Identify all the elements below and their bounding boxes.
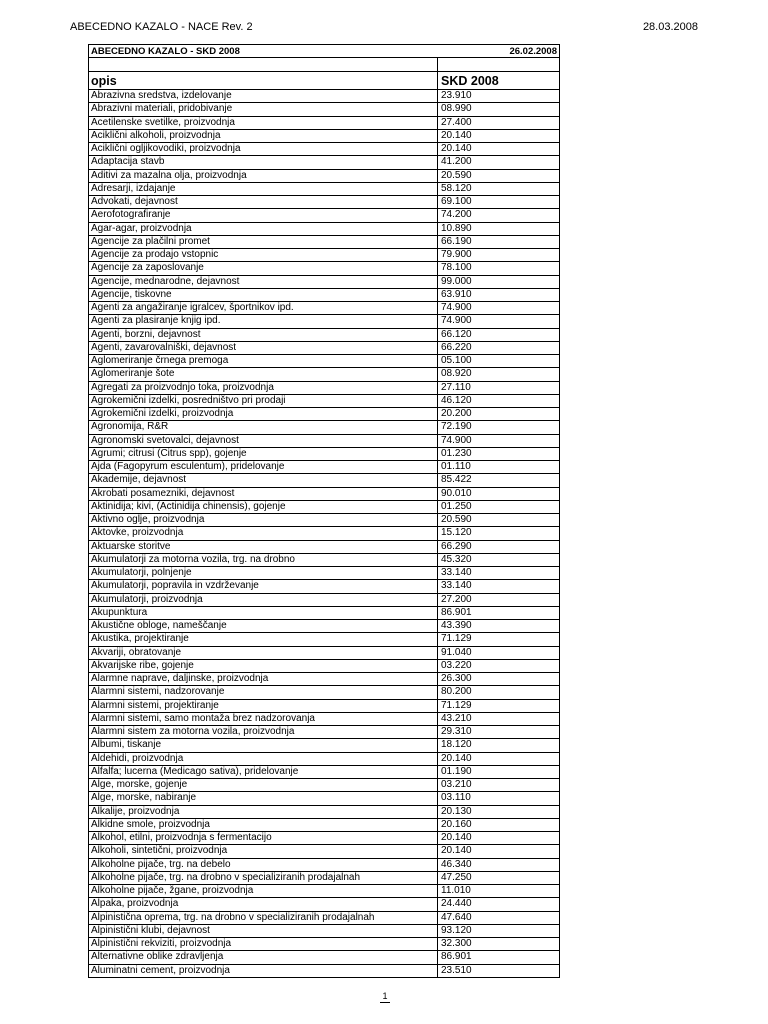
table-row bbox=[89, 607, 559, 620]
table-row bbox=[89, 501, 559, 514]
skd-code: 01.190 bbox=[441, 765, 472, 777]
activity-description: Agrumi; citrusi (Citrus spp), gojenje bbox=[89, 448, 438, 460]
table-row bbox=[89, 448, 559, 461]
activity-description: Agenti, zavarovalniški, dejavnost bbox=[89, 342, 438, 354]
column-header-opis: opis bbox=[89, 72, 438, 89]
table-row bbox=[89, 170, 559, 183]
table-date: 26.02.2008 bbox=[509, 46, 557, 57]
skd-code: 20.140 bbox=[441, 832, 472, 843]
table-row bbox=[89, 898, 559, 911]
skd-code: 74.900 bbox=[441, 315, 472, 327]
table-row bbox=[89, 739, 559, 752]
activity-description: Akademije, dejavnost bbox=[89, 474, 438, 486]
activity-description: Agar-agar, proizvodnja bbox=[89, 223, 438, 235]
skd-code: 58.120 bbox=[441, 182, 472, 194]
table-row bbox=[89, 965, 559, 978]
table-row bbox=[89, 382, 559, 395]
table-row bbox=[89, 620, 559, 633]
table-row bbox=[89, 700, 559, 713]
activity-description: Alkalije, proizvodnja bbox=[89, 806, 438, 818]
activity-description: Aldehidi, proizvodnja bbox=[89, 753, 438, 765]
skd-code: 03.220 bbox=[441, 659, 472, 671]
activity-description: Alpinistični rekviziti, proizvodnja bbox=[89, 938, 438, 950]
activity-description: Akumulatorji, polnjenje bbox=[89, 567, 438, 579]
activity-description: Alkoholne pijače, trg. na drobno v specializiranih prodajalnah bbox=[89, 872, 438, 884]
table-row bbox=[89, 461, 559, 474]
skd-code: 78.100 bbox=[441, 262, 472, 274]
print-date: 28.03.2008 bbox=[642, 21, 698, 33]
activity-description: Alkoholne pijače, žgane, proizvodnja bbox=[89, 885, 438, 897]
activity-description: Akustika, projektiranje bbox=[89, 633, 438, 645]
activity-description: Agencije, tiskovne bbox=[89, 289, 438, 301]
skd-code: 71.129 bbox=[441, 633, 472, 645]
table-row bbox=[89, 580, 559, 593]
skd-code: 03.210 bbox=[441, 779, 472, 790]
activity-description: Aktivno oglje, proizvodnja bbox=[89, 514, 438, 526]
activity-description: Akumulatorji, proizvodnja bbox=[89, 594, 438, 606]
skd-code: 18.120 bbox=[441, 739, 472, 751]
skd-code: 86.901 bbox=[441, 951, 472, 963]
skd-code: 46.340 bbox=[441, 858, 472, 870]
skd-code: 72.190 bbox=[441, 421, 472, 433]
activity-description: Alkoholne pijače, trg. na debelo bbox=[89, 859, 438, 871]
blank-cell bbox=[438, 58, 559, 71]
table-row bbox=[89, 315, 559, 328]
index-table bbox=[88, 44, 560, 978]
table-row bbox=[89, 262, 559, 275]
activity-description: Alfalfa; lucerna (Medicago sativa), pridelovanje bbox=[89, 766, 438, 778]
table-row bbox=[89, 647, 559, 660]
activity-description: Abrazivna sredstva, izdelovanje bbox=[89, 90, 438, 102]
activity-description: Aktovke, proizvodnja bbox=[89, 527, 438, 539]
activity-description: Aktinidija; kivi, (Actinidija chinensis), gojenje bbox=[89, 501, 438, 513]
table-row bbox=[89, 792, 559, 805]
skd-code: 86.901 bbox=[441, 606, 472, 618]
table-row bbox=[89, 673, 559, 686]
skd-code: 27.200 bbox=[441, 593, 472, 605]
table-row bbox=[89, 117, 559, 130]
skd-code: 20.160 bbox=[441, 818, 472, 830]
table-row bbox=[89, 289, 559, 302]
table-row bbox=[89, 713, 559, 726]
column-header-skd: SKD 2008 bbox=[441, 74, 499, 88]
table-row bbox=[89, 514, 559, 527]
activity-description: Agenti za plasiranje knjig ipd. bbox=[89, 315, 438, 327]
activity-description: Adresarji, izdajanje bbox=[89, 183, 438, 195]
table-row bbox=[89, 130, 559, 143]
skd-code: 10.890 bbox=[441, 222, 472, 234]
skd-code: 33.140 bbox=[441, 567, 472, 578]
activity-description: Agronomija, R&R bbox=[89, 421, 438, 433]
activity-description: Albumi, tiskanje bbox=[89, 739, 438, 751]
skd-code: 20.590 bbox=[441, 514, 472, 525]
activity-description: Alpinistični klubi, dejavnost bbox=[89, 925, 438, 937]
activity-description: Abrazivni materiali, pridobivanje bbox=[89, 103, 438, 115]
table-row bbox=[89, 660, 559, 673]
skd-code: 66.120 bbox=[441, 328, 472, 340]
skd-code: 08.920 bbox=[441, 368, 472, 380]
activity-description: Alpinistična oprema, trg. na drobno v specializiranih prodajalnah bbox=[89, 912, 438, 924]
skd-code: 11.010 bbox=[441, 885, 471, 896]
table-row bbox=[89, 395, 559, 408]
skd-code: 27.400 bbox=[441, 116, 472, 128]
table-row bbox=[89, 183, 559, 196]
table-row bbox=[89, 527, 559, 540]
table-row bbox=[89, 209, 559, 222]
column-header-row bbox=[89, 72, 559, 90]
table-row bbox=[89, 594, 559, 607]
activity-description: Akumulatorji za motorna vozila, trg. na drobno bbox=[89, 554, 438, 566]
activity-description: Aciklični ogljikovodiki, proizvodnja bbox=[89, 143, 438, 155]
skd-code: 41.200 bbox=[441, 156, 472, 168]
activity-description: Akupunktura bbox=[89, 607, 438, 619]
activity-description: Aditivi za mazalna olja, proizvodnja bbox=[89, 170, 438, 182]
activity-description: Alpaka, proizvodnja bbox=[89, 898, 438, 910]
activity-description: Aglomeriranje črnega premoga bbox=[89, 355, 438, 367]
table-row bbox=[89, 302, 559, 315]
skd-code: 20.130 bbox=[441, 805, 472, 817]
table-row bbox=[89, 143, 559, 156]
skd-code: 23.510 bbox=[441, 964, 472, 976]
table-row bbox=[89, 859, 559, 872]
skd-code: 85.422 bbox=[441, 474, 472, 486]
skd-code: 91.040 bbox=[441, 646, 472, 658]
activity-description: Adaptacija stavb bbox=[89, 156, 438, 168]
skd-code: 74.200 bbox=[441, 209, 472, 221]
table-row bbox=[89, 541, 559, 554]
table-title: ABECEDNO KAZALO - SKD 2008 bbox=[91, 46, 240, 57]
activity-description: Alge, morske, nabiranje bbox=[89, 792, 438, 804]
table-row bbox=[89, 488, 559, 501]
activity-description: Aluminatni cement, proizvodnja bbox=[89, 965, 438, 977]
skd-code: 93.120 bbox=[441, 924, 472, 936]
table-row bbox=[89, 90, 559, 103]
skd-code: 63.910 bbox=[441, 288, 472, 300]
skd-code: 20.140 bbox=[441, 129, 472, 141]
skd-code: 24.440 bbox=[441, 898, 472, 910]
table-row bbox=[89, 342, 559, 355]
skd-code: 33.140 bbox=[441, 580, 472, 592]
table-row bbox=[89, 872, 559, 885]
activity-description: Akrobati posamezniki, dejavnost bbox=[89, 488, 438, 500]
skd-code: 45.320 bbox=[441, 553, 472, 565]
activity-description: Alarmne naprave, daljinske, proizvodnja bbox=[89, 673, 438, 685]
activity-description: Alge, morske, gojenje bbox=[89, 779, 438, 791]
activity-description: Alkohol, etilni, proizvodnja s fermentacijo bbox=[89, 832, 438, 844]
activity-description: Aglomeriranje šote bbox=[89, 368, 438, 380]
blank-cell bbox=[89, 58, 438, 71]
activity-description: Agrokemični izdelki, proizvodnja bbox=[89, 408, 438, 420]
blank-row bbox=[89, 58, 559, 72]
document-title: ABECEDNO KAZALO - NACE Rev. 2 bbox=[70, 21, 253, 33]
table-row bbox=[89, 925, 559, 938]
activity-description: Alarmni sistem za motorna vozila, proizvodnja bbox=[89, 726, 438, 738]
skd-code: 66.220 bbox=[441, 341, 472, 353]
skd-code: 66.290 bbox=[441, 540, 472, 552]
table-body bbox=[89, 90, 559, 978]
table-row bbox=[89, 421, 559, 434]
page-number: 1 bbox=[380, 990, 390, 1003]
activity-description: Acetilenske svetilke, proizvodnja bbox=[89, 117, 438, 129]
table-row bbox=[89, 832, 559, 845]
skd-code: 15.120 bbox=[441, 527, 472, 539]
table-row bbox=[89, 196, 559, 209]
activity-description: Aciklični alkoholi, proizvodnja bbox=[89, 130, 438, 142]
activity-description: Agenti, borzni, dejavnost bbox=[89, 329, 438, 341]
skd-code: 01.250 bbox=[441, 500, 472, 512]
table-row bbox=[89, 276, 559, 289]
table-row bbox=[89, 355, 559, 368]
skd-code: 26.300 bbox=[441, 673, 472, 684]
activity-description: Alarmni sistemi, projektiranje bbox=[89, 700, 438, 712]
table-row bbox=[89, 554, 559, 567]
skd-code: 43.390 bbox=[441, 620, 472, 631]
table-row bbox=[89, 103, 559, 116]
activity-description: Aktuarske storitve bbox=[89, 541, 438, 553]
table-row bbox=[89, 249, 559, 262]
activity-description: Advokati, dejavnost bbox=[89, 196, 438, 208]
table-row bbox=[89, 368, 559, 381]
table-row bbox=[89, 951, 559, 964]
activity-description: Agencije, mednarodne, dejavnost bbox=[89, 276, 438, 288]
activity-description: Agronomski svetovalci, dejavnost bbox=[89, 435, 438, 447]
table-row bbox=[89, 474, 559, 487]
table-row bbox=[89, 753, 559, 766]
activity-description: Alarmni sistemi, nadzorovanje bbox=[89, 686, 438, 698]
table-row bbox=[89, 236, 559, 249]
table-row bbox=[89, 779, 559, 792]
skd-code: 23.910 bbox=[441, 90, 472, 101]
skd-code: 74.900 bbox=[441, 302, 472, 313]
table-row bbox=[89, 912, 559, 925]
table-title-row bbox=[89, 44, 559, 58]
skd-code: 71.129 bbox=[441, 699, 472, 711]
skd-code: 29.310 bbox=[441, 726, 472, 737]
skd-code: 20.140 bbox=[441, 143, 472, 154]
skd-code: 47.640 bbox=[441, 911, 472, 923]
table-row bbox=[89, 435, 559, 448]
activity-description: Ajda (Fagopyrum esculentum), pridelovanje bbox=[89, 461, 438, 473]
skd-code: 27.110 bbox=[441, 381, 471, 393]
table-row bbox=[89, 726, 559, 739]
skd-code: 66.190 bbox=[441, 235, 472, 247]
skd-code: 08.990 bbox=[441, 103, 472, 115]
skd-code: 79.900 bbox=[441, 249, 472, 260]
skd-code: 20.140 bbox=[441, 845, 472, 857]
activity-description: Alternativne oblike zdravljenja bbox=[89, 951, 438, 963]
activity-description: Alkidne smole, proizvodnja bbox=[89, 819, 438, 831]
skd-code: 20.590 bbox=[441, 169, 472, 181]
table-row bbox=[89, 633, 559, 646]
activity-description: Agencije za zaposlovanje bbox=[89, 262, 438, 274]
skd-code: 20.140 bbox=[441, 752, 472, 764]
activity-description: Agrokemični izdelki, posredništvo pri prodaji bbox=[89, 395, 438, 407]
table-row bbox=[89, 766, 559, 779]
skd-code: 05.100 bbox=[441, 355, 472, 366]
skd-code: 46.120 bbox=[441, 394, 472, 406]
activity-description: Akvariji, obratovanje bbox=[89, 647, 438, 659]
skd-code: 01.230 bbox=[441, 447, 472, 459]
skd-code: 20.200 bbox=[441, 408, 472, 419]
skd-code: 80.200 bbox=[441, 686, 472, 698]
skd-code: 74.900 bbox=[441, 434, 472, 446]
activity-description: Akvarijske ribe, gojenje bbox=[89, 660, 438, 672]
table-row bbox=[89, 567, 559, 580]
activity-description: Alkoholi, sintetični, proizvodnja bbox=[89, 845, 438, 857]
table-row bbox=[89, 686, 559, 699]
skd-code: 47.250 bbox=[441, 871, 472, 883]
skd-code: 03.110 bbox=[441, 792, 471, 804]
activity-description: Agenti za angažiranje igralcev, športnikov ipd. bbox=[89, 302, 438, 314]
activity-description: Akumulatorji, popravila in vzdrževanje bbox=[89, 580, 438, 592]
activity-description: Agencije za plačilni promet bbox=[89, 236, 438, 248]
skd-code: 69.100 bbox=[441, 196, 472, 207]
skd-code: 90.010 bbox=[441, 487, 472, 499]
table-row bbox=[89, 938, 559, 951]
activity-description: Akustične obloge, nameščanje bbox=[89, 620, 438, 632]
skd-code: 43.210 bbox=[441, 712, 472, 724]
table-row bbox=[89, 408, 559, 421]
activity-description: Alarmni sistemi, samo montaža brez nadzorovanja bbox=[89, 713, 438, 725]
table-row bbox=[89, 885, 559, 898]
skd-code: 01.110 bbox=[441, 461, 471, 472]
activity-description: Agencije za prodajo vstopnic bbox=[89, 249, 438, 261]
activity-description: Agregati za proizvodnjo toka, proizvodnja bbox=[89, 382, 438, 394]
skd-code: 32.300 bbox=[441, 938, 472, 949]
page-header bbox=[70, 20, 698, 34]
table-row bbox=[89, 806, 559, 819]
table-row bbox=[89, 156, 559, 169]
table-row bbox=[89, 819, 559, 832]
table-row bbox=[89, 223, 559, 236]
table-row bbox=[89, 329, 559, 342]
skd-code: 99.000 bbox=[441, 275, 472, 287]
table-row bbox=[89, 845, 559, 858]
activity-description: Aerofotografiranje bbox=[89, 209, 438, 221]
